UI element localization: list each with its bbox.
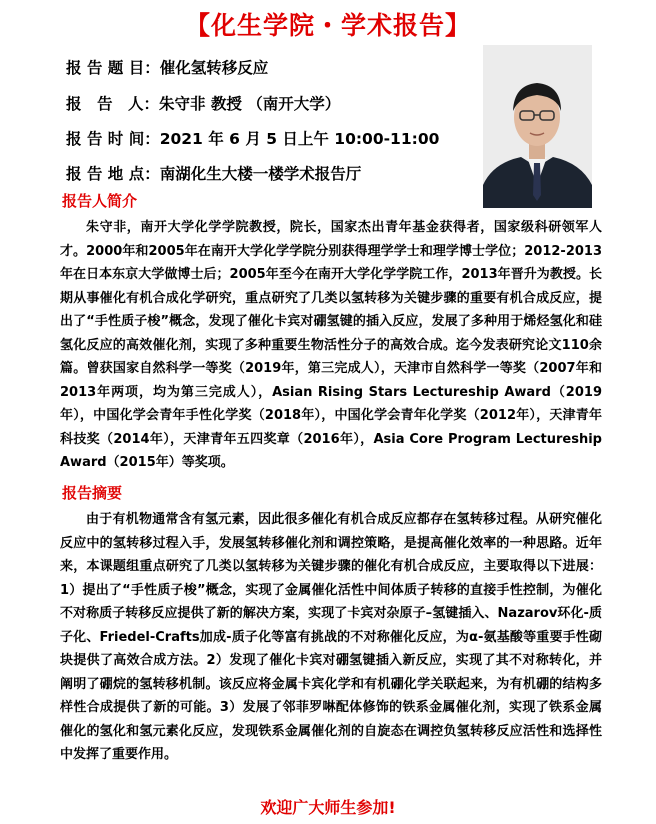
welcome-footer: 欢迎广大师生参加! [260, 798, 396, 817]
abstract-heading: 报告摘要 [62, 484, 123, 502]
time-label: 报 告 时 间： [66, 130, 160, 148]
speaker-label: 报 告 人： [66, 95, 160, 113]
info-place-row [66, 162, 361, 184]
page-title: 【化生学院・学术报告】 [184, 11, 471, 40]
info-speaker-row [66, 92, 340, 114]
place-value: 南湖化生大楼一楼学术报告厅 [159, 165, 362, 183]
speaker-photo [483, 45, 592, 208]
info-topic-row [66, 56, 268, 78]
speaker-value: 朱守非 教授 （南开大学） [159, 95, 341, 113]
topic-label: 报 告 题 目： [66, 59, 160, 77]
topic-value: 催化氢转移反应 [159, 59, 269, 77]
info-time-row [66, 127, 439, 149]
bio-paragraph: 朱守非，南开大学化学学院教授，院长，国家杰出青年基金获得者，国家级科研领军人才。2000年和2005年在南开大学化学学院分别获得理学学士和理学博士学位；2012-2013年在日本东京大学做博士后；2005年至今在南开大学化学学院工作，2013年晋升为教授。长期从事催化有机合成化学研究，重点研究了几类以氢转移为关键步骤的重要有机合成反应，提出了“手性质子梭”概念，发现了催化卡宾对硼氢键的插入反应，发展了多种用于烯烃氢化和硅氢化反应的高效催化剂，实现了多种重要生物活性分子的高效合成。迄今发表研究论文110余篇。曾获国家自然科学一等奖（2019年，第三完成人），天津市自然科学一等奖（2007年和2013年两项，均为第三完成人），Asian Rising Stars Lectureship Award（2019年），中国化学会青年手性化学奖（2018年），中国化学会青年化学奖（2012年），天津青年科技奖（2014年），天津青年五四奖章（2016年），Asia Core Program Lectureship Award（2015年）等奖项。 [60, 220, 602, 470]
abstract-paragraph: 由于有机物通常含有氢元素，因此很多催化有机合成反应都存在氢转移过程。从研究催化反应中的氢转移过程入手，发展氢转移催化剂和调控策略，是提高催化效率的一种思路。近年来，本课题组重点研究了几类以氢转移为关键步骤的催化有机合成反应，主要取得以下进展：1）提出了“手性质子梭”概念，实现了金属催化活性中间体质子转移的直接手性控制，为催化不对称质子转移反应提供了新的解决方案，实现了卡宾对杂原子–氢键插入、Nazarov环化-质子化、Friedel-Crafts加成-质子化等富有挑战的不对称催化反应，为α-氨基酸等重要手性砌块提供了高效合成方法。2）发现了催化卡宾对硼氢键插入新反应，实现了其不对称转化，并阐明了硼烷的氢转移机制。该反应将金属卡宾化学和有机硼化学关联起来，为有机硼的结构多样性合成提供了新的可能。3）发展了邻菲罗啉配体修饰的铁系金属催化剂，实现了铁系金属催化的氢化和氢元素化反应，发现铁系金属催化剂的自旋态在调控负氢转移反应活性和选择性中发挥了重要作用。 [60, 512, 602, 762]
bio-heading: 报告人简介 [62, 192, 138, 210]
place-label: 报 告 地 点： [66, 165, 160, 183]
time-value: 2021 年 6 月 5 日上午 10:00-11:00 [159, 130, 440, 148]
